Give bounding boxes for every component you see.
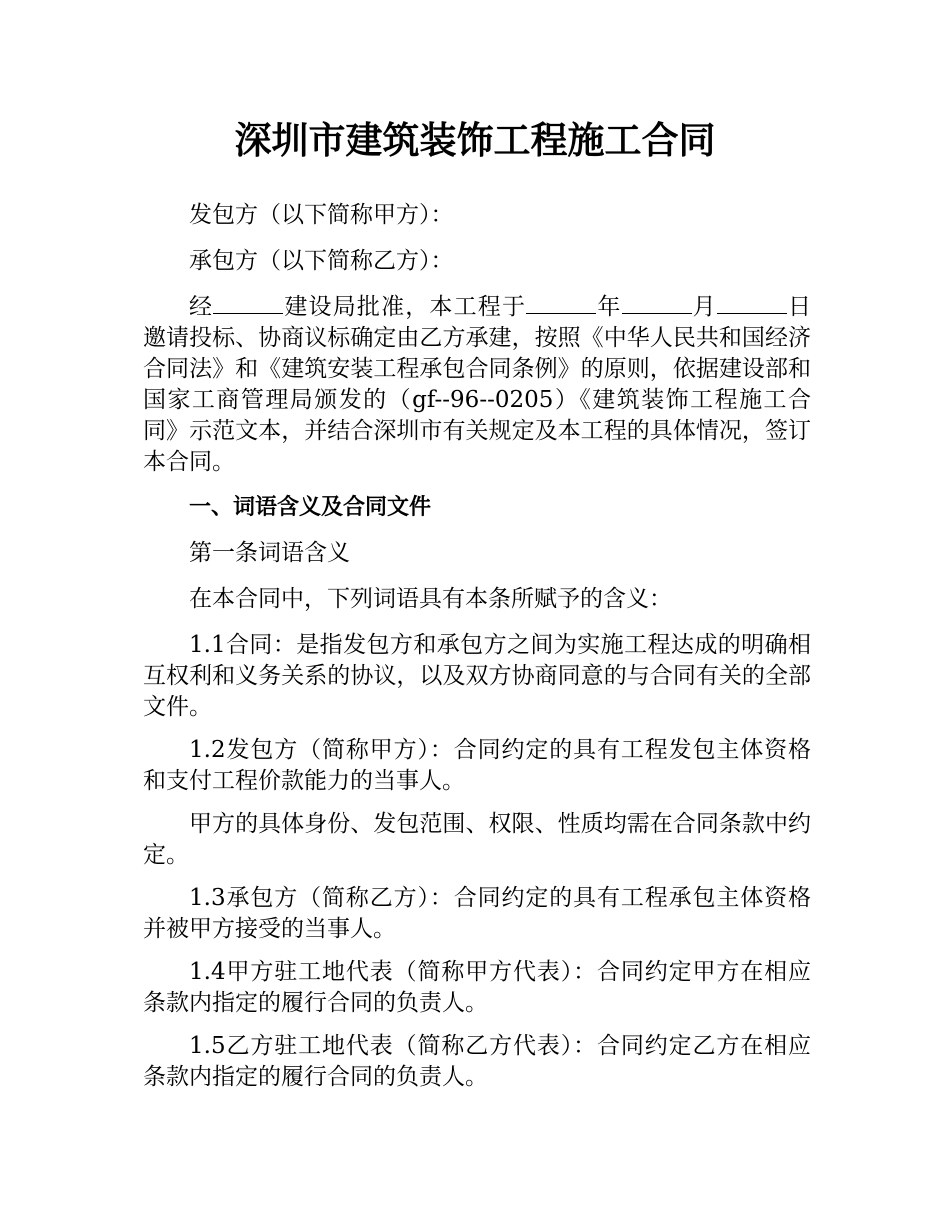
document-title: 深圳市建筑装饰工程施工合同 xyxy=(234,119,716,162)
intro-text-3: 年 xyxy=(596,294,622,320)
intro-text-5: 日邀请投标、协商议标确定由乙方承建，按照《中华人民共和国经济合同法》和《建筑安装工程承包合同条例》的原则，依据建设部和国家工商管理局颁发的（gf--96--0205）《建筑装饰工程施工合同》示范文本，并结合深圳市有关规定及本工程的具体情况，签订本合同。 xyxy=(143,294,812,475)
blank-year xyxy=(526,293,596,314)
clause-1-2-note: 甲方的具体身份、发包范围、权限、性质均需在合同条款中约定。 xyxy=(143,811,811,868)
article-lead: 在本合同中，下列词语具有本条所赋予的含义： xyxy=(189,586,672,612)
article-title: 第一条词语含义 xyxy=(189,540,350,566)
blank-day xyxy=(717,293,787,314)
intro-text-1: 经 xyxy=(189,294,214,320)
section-heading: 一、词语含义及合同文件 xyxy=(189,495,432,520)
party-b-line: 承包方（以下简称乙方）： xyxy=(189,248,454,274)
clause-1-5: 1.5乙方驻工地代表（简称乙方代表）：合同约定乙方在相应条款内指定的履行合同的负责人。 xyxy=(143,1033,811,1090)
clause-1-4: 1.4甲方驻工地代表（简称甲方代表）：合同约定甲方在相应条款内指定的履行合同的负责人。 xyxy=(143,959,811,1016)
intro-paragraph xyxy=(143,292,811,478)
blank-authority xyxy=(213,293,283,314)
clause-1-2: 1.2发包方（简称甲方）：合同约定的具有工程发包主体资格和支付工程价款能力的当事人。 xyxy=(143,737,811,794)
clause-1-1: 1.1合同：是指发包方和承包方之间为实施工程达成的明确相互权利和义务关系的协议，以及双方协商同意的与合同有关的全部文件。 xyxy=(143,632,811,720)
intro-text-2: 建设局批准，本工程于 xyxy=(283,294,527,320)
intro-text-4: 月 xyxy=(691,294,717,320)
blank-month xyxy=(622,293,692,314)
party-a-line: 发包方（以下简称甲方）： xyxy=(189,202,454,228)
clause-1-3: 1.3承包方（简称乙方）：合同约定的具有工程承包主体资格并被甲方接受的当事人。 xyxy=(143,885,811,942)
document-body xyxy=(143,200,811,1105)
